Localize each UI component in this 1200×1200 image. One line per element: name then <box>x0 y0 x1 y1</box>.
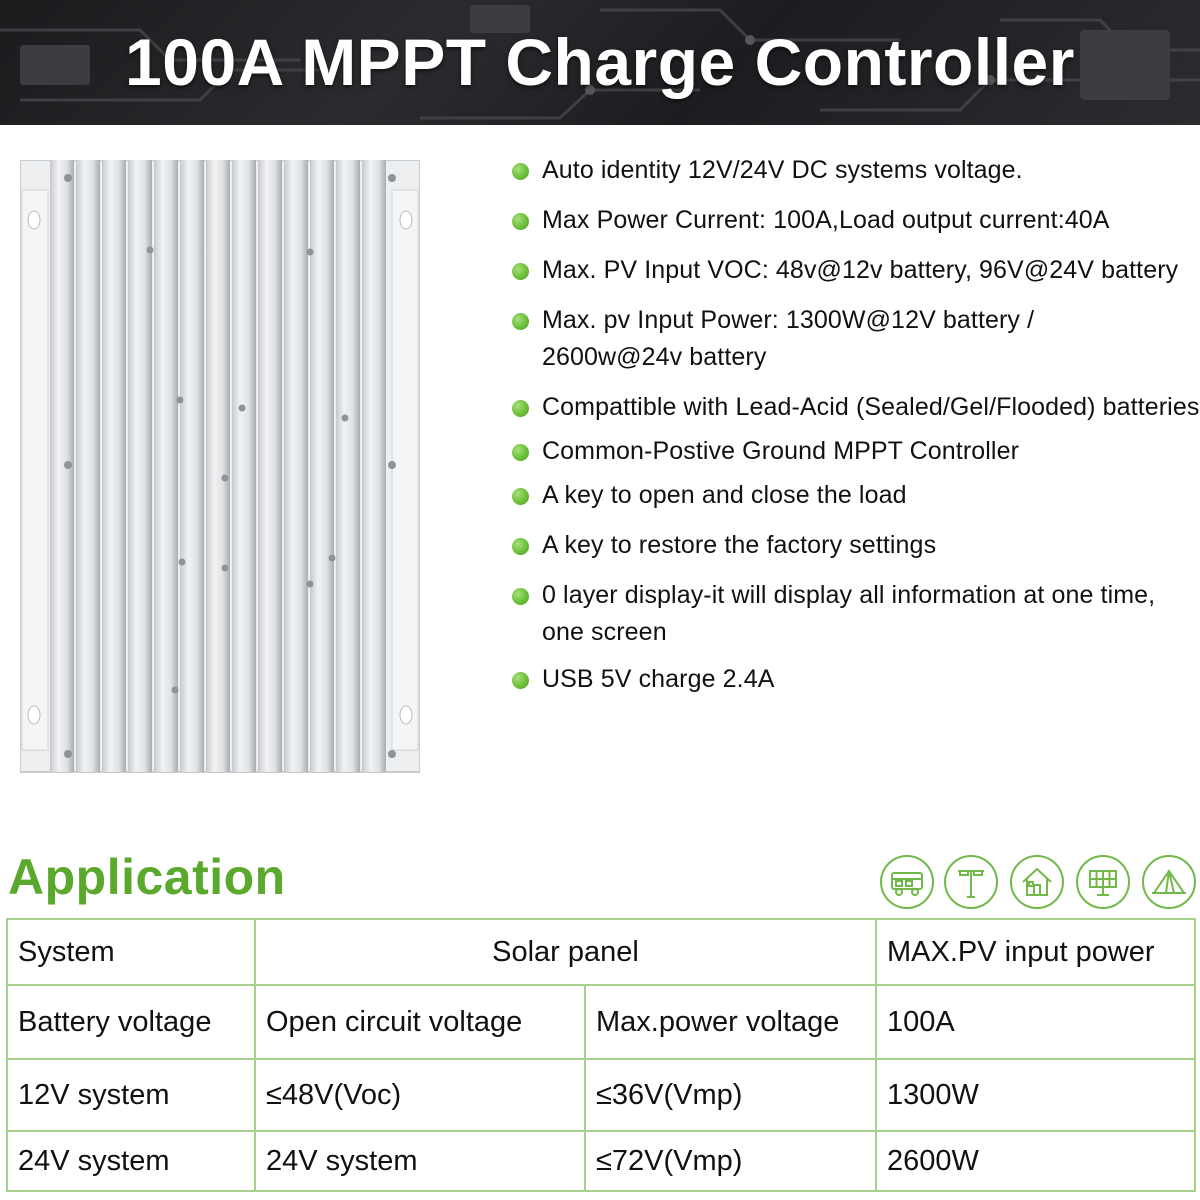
bullet-icon <box>512 400 529 417</box>
feature-item: A key to restore the factory settings <box>510 527 1200 564</box>
bullet-icon <box>512 163 529 180</box>
feature-item: Common-Postive Ground MPPT Controller <box>510 433 1200 470</box>
feature-item: Max Power Current: 100A,Load output current:40A <box>510 202 1200 239</box>
specification-table <box>6 918 1196 1192</box>
feature-item: Max. pv Input Power: 1300W@12V battery / 2600w@24v battery <box>510 302 1162 376</box>
cell-system: 24V system <box>7 1131 255 1191</box>
subheader-current: 100A <box>876 985 1195 1059</box>
bullet-icon <box>512 672 529 689</box>
cell-power: 1300W <box>876 1059 1195 1131</box>
header-banner <box>0 0 1200 125</box>
cell-voc: 24V system <box>255 1131 585 1191</box>
bullet-icon <box>512 488 529 505</box>
cell-vmp: ≤36V(Vmp) <box>585 1059 876 1131</box>
header-system: System <box>7 919 255 985</box>
bullet-icon <box>512 538 529 555</box>
heat-sink-illustration <box>20 160 420 810</box>
subheader-battery-voltage: Battery voltage <box>7 985 255 1059</box>
feature-item: 0 layer display-it will display all information at one time, one screen <box>510 577 1200 651</box>
feature-item: Max. PV Input VOC: 48v@12v battery, 96V@24V battery <box>510 252 1182 289</box>
bullet-icon <box>512 213 529 230</box>
bullet-icon <box>512 313 529 330</box>
cell-voc: ≤48V(Voc) <box>255 1059 585 1131</box>
bullet-icon <box>512 444 529 461</box>
feature-item: A key to open and close the load <box>510 477 1200 514</box>
table-row <box>7 1131 1195 1191</box>
cell-power: 2600W <box>876 1131 1195 1191</box>
street-light-icon <box>944 855 998 909</box>
table-header-row <box>7 919 1195 985</box>
page-title: 100A MPPT Charge Controller <box>125 25 1075 99</box>
header-solar-panel: Solar panel <box>255 919 876 985</box>
application-icons <box>880 855 1200 915</box>
charge-controller-image <box>20 160 420 810</box>
feature-list <box>510 150 1200 698</box>
bullet-icon <box>512 588 529 605</box>
application-heading: Application <box>8 849 286 905</box>
cell-vmp: ≤72V(Vmp) <box>585 1131 876 1191</box>
table-row <box>7 1059 1195 1131</box>
table-subheader-row <box>7 985 1195 1059</box>
feature-item: USB 5V charge 2.4A <box>510 661 1200 698</box>
bullet-icon <box>512 263 529 280</box>
rv-icon <box>880 855 934 909</box>
feature-item: Auto identity 12V/24V DC systems voltage. <box>510 152 1200 189</box>
solar-panel-icon <box>1076 855 1130 909</box>
tent-icon <box>1142 855 1196 909</box>
subheader-open-circuit: Open circuit voltage <box>255 985 585 1059</box>
feature-item: Compattible with Lead-Acid (Sealed/Gel/Flooded) batteries <box>510 389 1200 426</box>
cell-system: 12V system <box>7 1059 255 1131</box>
subheader-max-power-voltage: Max.power voltage <box>585 985 876 1059</box>
header-max-pv: MAX.PV input power <box>876 919 1195 985</box>
house-icon <box>1010 855 1064 909</box>
